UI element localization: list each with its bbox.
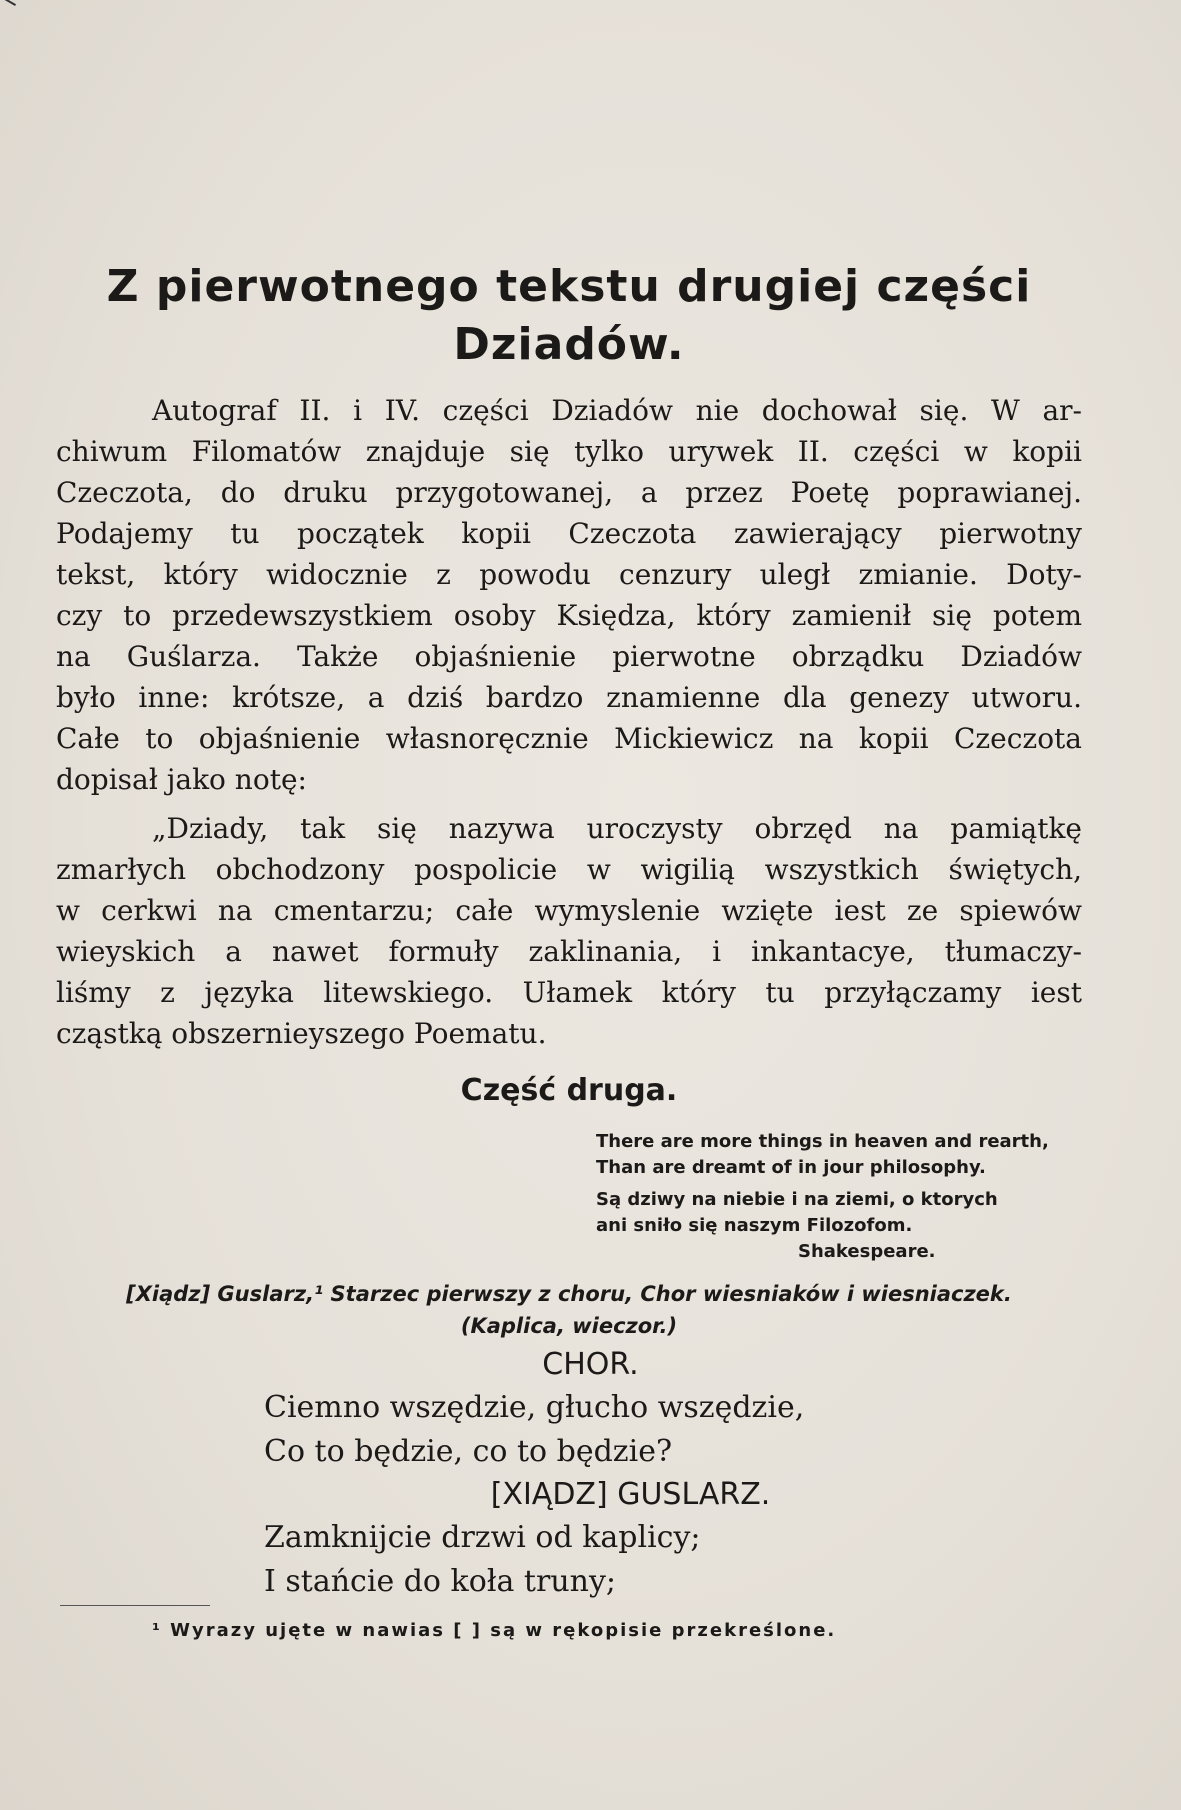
intro-line: Czeczota, do druku przygotowanej, a przez Poetę poprawianej. <box>56 476 1082 509</box>
title-line-1: Z pierwotnego tekstu drugiej części <box>106 261 1032 312</box>
epigraph-line: ani sniło się naszym Filozofom. <box>596 1215 913 1236</box>
dramatis-personae <box>56 1278 1082 1342</box>
quote-line: w cerkwi na cmentarzu; całe wymyslenie wzięte iest ze spiewów <box>56 894 1082 927</box>
footnote: ¹ Wyrazy ujęte w nawias [ ] są w rękopisie przekreślone. <box>152 1620 837 1641</box>
setting-line: (Kaplica, wieczor.) <box>460 1314 678 1338</box>
intro-line: na Guślarza. Także objaśnienie pierwotne obrządku Dziadów <box>56 640 1082 673</box>
quote-line: „Dziady, tak się nazywa uroczysty obrzęd na pamiątkę <box>152 812 1082 845</box>
quote-line: liśmy z języka litewskiego. Ułamek który tu przyłączamy iest <box>56 976 1082 1009</box>
epigraph-line: There are more things in heaven and rearth, <box>596 1131 1049 1152</box>
title-line-2: Dziadów. <box>453 319 685 370</box>
part-heading: Część druga. <box>460 1073 678 1108</box>
intro-line: było inne: krótsze, a dziś bardzo znamienne dla genezy utworu. <box>56 681 1082 714</box>
verse-line: Zamknijcie drzwi od kaplicy; <box>264 1520 701 1555</box>
intro-line: czy to przedewszystkiem osoby Księdza, który zamienił się potem <box>56 599 1082 632</box>
verse-line: Co to będzie, co to będzie? <box>264 1434 673 1469</box>
intro-line: chiwum Filomatów znajduje się tylko urywek II. części w kopii <box>56 435 1082 468</box>
verse-line: Ciemno wszędzie, głucho wszędzie, <box>264 1390 805 1425</box>
epigraph-line: Są dziwy na niebie i na ziemi, o ktorych <box>596 1189 998 1210</box>
chapter-title <box>56 258 1082 374</box>
footnote-rule <box>60 1605 210 1606</box>
intro-line: Całe to objaśnienie własnoręcznie Mickiewicz na kopii Czeczota <box>56 722 1082 755</box>
intro-line: Autograf II. i IV. części Dziadów nie dochował się. W ar- <box>152 394 1082 427</box>
speaker-chor: CHOR. <box>542 1347 639 1382</box>
quote-line: wieyskich a nawet formuły zaklinania, i inkantacye, tłumaczy- <box>56 935 1082 968</box>
persons-line: [Xiądz] Guslarz,¹ Starzec pierwszy z choru, Chor wiesniaków i wiesniaczek. <box>126 1282 1012 1306</box>
intro-line: dopisał jako notę: <box>56 763 307 796</box>
corner-mark <box>0 0 16 15</box>
intro-line: tekst, który widocznie z powodu cenzury uległ zmianie. Doty- <box>56 558 1082 591</box>
quote-line: cząstką obszernieyszego Poematu. <box>56 1017 547 1050</box>
verse-line: I stańcie do koła truny; <box>264 1564 617 1599</box>
quote-line: zmarłych obchodzony pospolicie w wigilią wszystkich świętych, <box>56 853 1082 886</box>
intro-line: Podajemy tu początek kopii Czeczota zawierający pierwotny <box>56 517 1082 550</box>
epigraph-line: Than are dreamt of in jour philosophy. <box>596 1157 986 1178</box>
speaker-guslarz: [XIĄDZ] GUSLARZ. <box>490 1477 771 1512</box>
epigraph-author: Shakespeare. <box>798 1241 936 1262</box>
